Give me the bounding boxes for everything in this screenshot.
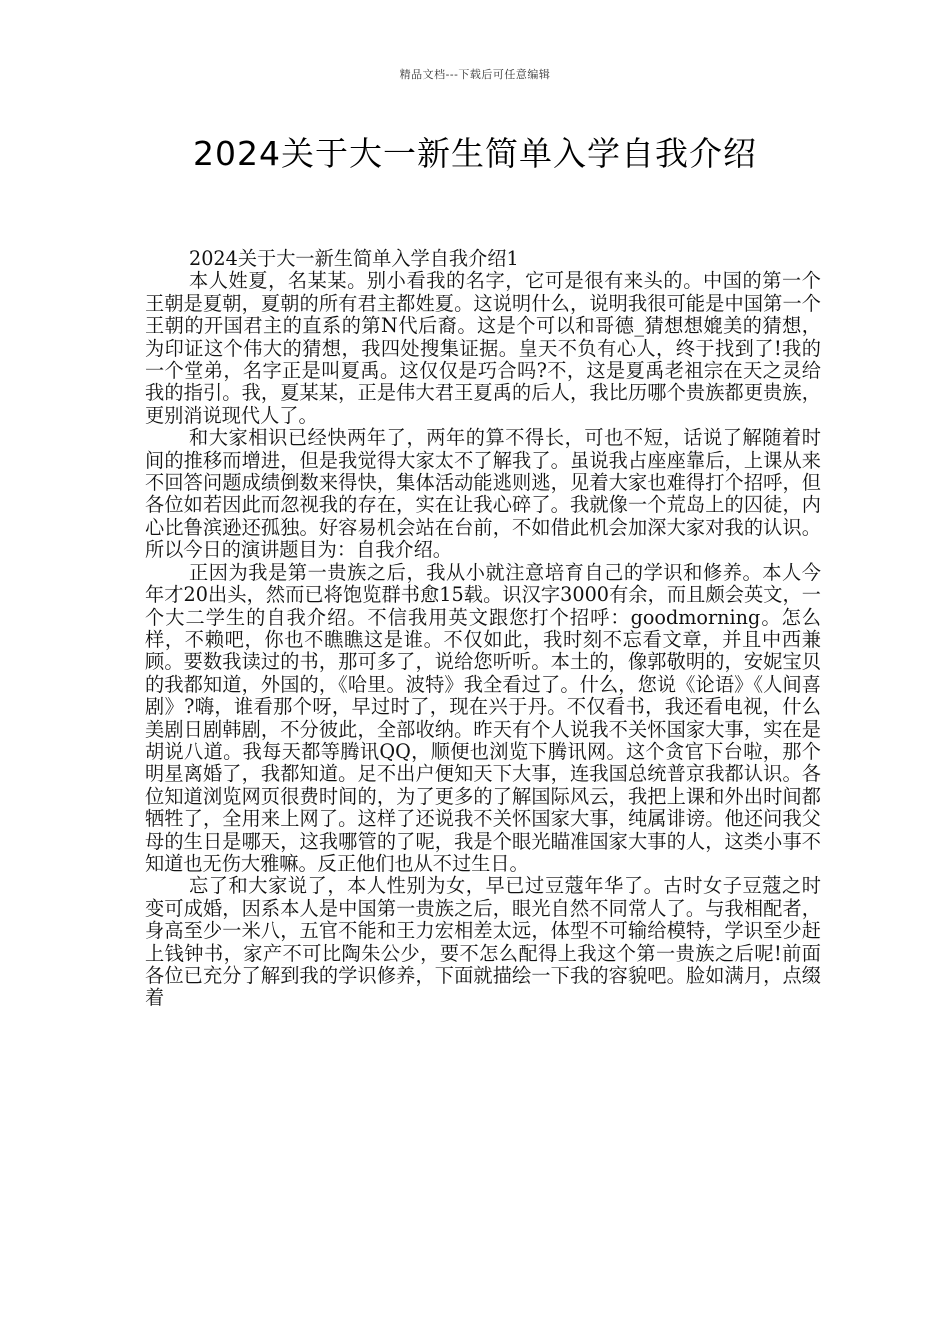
- section-heading: 2024关于大一新生简单入学自我介绍1: [189, 247, 519, 270]
- paragraph-3: 正因为我是第一贵族之后，我从小就注意培育自己的学识和修养。本人今年才20出头，然而已将饱览群书愈15载。识汉字3000有余，而且颇会英文，一个大二学生的自我介绍。不信我用英文跟您打个招呼：goodmorning。怎么样，不赖吧，你也不瞧瞧这是谁。不仅如此，我时刻不忘看文章，并且中西兼顾。要数我读过的书，那可多了，说给您听听。本土的，像郭敬明的，安妮宝贝的我都知道，外国的，《哈里。波特》我全看过了。什么，您说《论语》《人间喜剧》?嗨，谁看那个呀，早过时了，现在兴于丹。不仅看书，我还看电视，什么美剧日剧韩剧，不分彼此，全部收纳。昨天有个人说我不关怀国家大事，实在是胡说八道。我每天都等腾讯QQ，顺便也浏览下腾讯网。这个贪官下台啦，那个明星离婚了，我都知道。足不出户便知天下大事，连我国总统普京我都认识。各位知道浏览网页很费时间的，为了更多的了解国际风云，我把上课和外出时间都牺牲了，全用来上网了。这样了还说我不关怀国家大事，纯属诽谤。他还问我父母的生日是哪天，这我哪管的了呢，我是个眼光瞄准国家大事的人，这类小事不知道也无伤大雅嘛。反正他们也从不过生日。: [145, 560, 821, 875]
- paragraph-1: 本人姓夏，名某某。别小看我的名字，它可是很有来头的。中国的第一个王朝是夏朝，夏朝的所有君主都姓夏。这说明什么，说明我很可能是中国第一个王朝的开国君主的直系的第N代后裔。这是个可以和哥德_猜想想媲美的猜想，为印证这个伟大的猜想，我四处搜集证据。皇天不负有心人，终于找到了!我的一个堂弟，名字正是叫夏禹。这仅仅是巧合吗?不，这是夏禹老祖宗在天之灵给我的指引。我，夏某某，正是伟大君王夏禹的后人，我比历哪个贵族都更贵族，更别消说现代人了。: [145, 269, 821, 427]
- paragraph-4: 忘了和大家说了，本人性别为女，早已过豆蔻年华了。古时女子豆蔻之时变可成婚，因系本人是中国第一贵族之后，眼光自然不同常人了。与我相配者，身高至少一米八，五官不能和王力宏相差太远，体型不可输给模特，学识至少赶上钱钟书，家产不可比陶朱公少，要不怎么配得上我这个第一贵族之后呢!前面各位已充分了解到我的学识修养，下面就描绘一下我的容貌吧。脸如满月，点缀着: [145, 874, 821, 1010]
- paragraph-2: 和大家相识已经快两年了，两年的算不得长，可也不短，话说了解随着时间的推移而增进，但是我觉得大家太不了解我了。虽说我占座座靠后，上课从来不回答问题成绩倒数来得快，集体活动能逃则逃，见着大家也难得打个招呼，但各位如若因此而忽视我的存在，实在让我心碎了。我就像一个荒岛上的囚徒，内心比鲁滨逊还孤独。好容易机会站在台前，不如借此机会加深大家对我的认识。所以今日的演讲题目为：自我介绍。: [145, 426, 821, 562]
- header-note: 精品文档---下载后可任意编辑: [399, 68, 551, 81]
- document-body: [145, 248, 821, 1010]
- document-title: 2024关于大一新生简单入学自我介绍: [193, 134, 757, 173]
